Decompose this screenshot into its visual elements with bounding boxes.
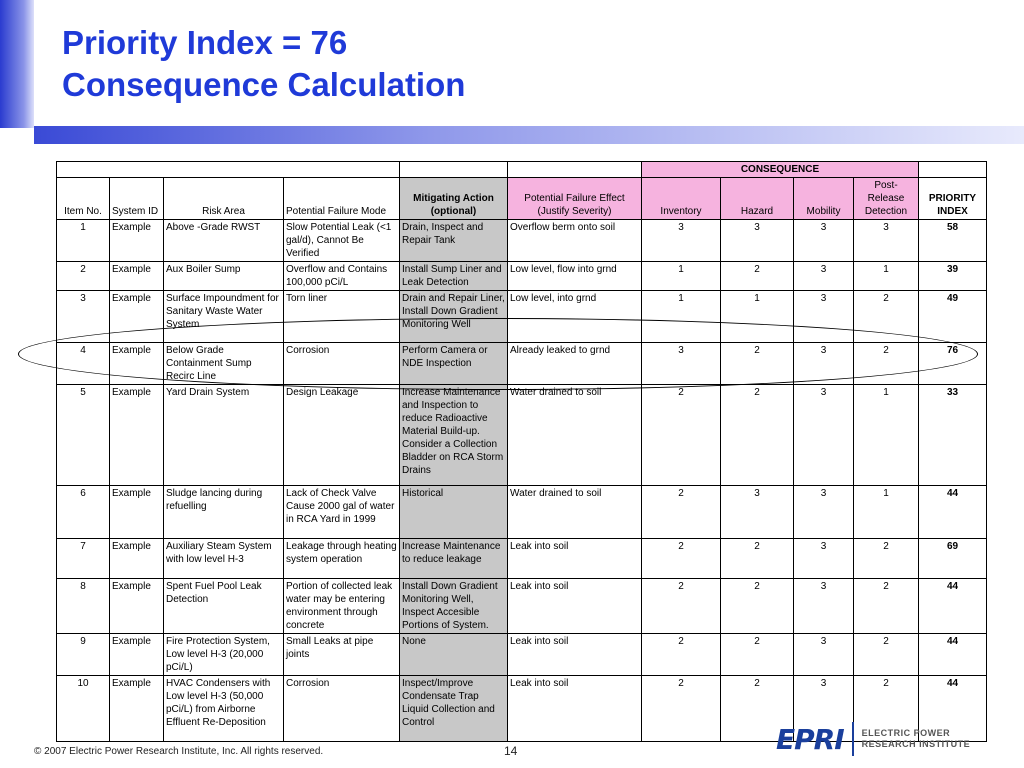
cell-priority-index: 69 <box>919 539 987 579</box>
cell-system-id: Example <box>110 486 164 539</box>
cell-inventory: 3 <box>642 220 721 262</box>
cell-inventory: 1 <box>642 291 721 343</box>
cell-system-id: Example <box>110 291 164 343</box>
cell-hazard: 2 <box>721 634 794 676</box>
cell-priority-index: 44 <box>919 634 987 676</box>
logo-text-line-1: ELECTRIC POWER <box>861 728 951 738</box>
cell-mobility: 3 <box>794 634 854 676</box>
cell-inventory: 2 <box>642 539 721 579</box>
cell-inventory: 1 <box>642 262 721 291</box>
cell-failure-effect: Leak into soil <box>508 579 642 634</box>
header-failure-effect: Potential Failure Effect (Justify Severity) <box>508 178 642 220</box>
cell-inventory: 2 <box>642 579 721 634</box>
consequence-table-wrap <box>56 161 987 742</box>
cell-post-release: 2 <box>854 634 919 676</box>
cell-mobility: 3 <box>794 262 854 291</box>
cell-failure-effect: Leak into soil <box>508 539 642 579</box>
cell-failure-mode: Torn liner <box>284 291 400 343</box>
cell-risk-area: HVAC Condensers with Low level H-3 (50,000 pCi/L) from Airborne Effluent Re-Deposition <box>164 676 284 742</box>
page-number: 14 <box>504 744 518 758</box>
slide-title <box>62 22 465 106</box>
cell-failure-effect: Water drained to soil <box>508 385 642 486</box>
cell-system-id: Example <box>110 539 164 579</box>
cell-mitigating-action: Inspect/Improve Condensate Trap Liquid Collection and Control <box>400 676 508 742</box>
cell-inventory: 3 <box>642 343 721 385</box>
title-gradient-rule <box>34 126 1024 144</box>
header-item-no: Item No. <box>57 178 110 220</box>
table-row <box>57 634 987 676</box>
cell-risk-area: Auxiliary Steam System with low level H-3 <box>164 539 284 579</box>
cell-mobility: 3 <box>794 676 854 742</box>
cell-post-release: 2 <box>854 343 919 385</box>
cell-hazard: 2 <box>721 262 794 291</box>
copyright-text: © 2007 Electric Power Research Institute, Inc. All rights reserved. <box>34 746 324 757</box>
epri-logo-mark: EPRI <box>776 722 844 756</box>
cell-item-no: 7 <box>57 539 110 579</box>
cell-mitigating-action: Historical <box>400 486 508 539</box>
cell-priority-index: 58 <box>919 220 987 262</box>
cell-priority-index: 44 <box>919 486 987 539</box>
cell-risk-area: Yard Drain System <box>164 385 284 486</box>
cell-post-release: 2 <box>854 676 919 742</box>
cell-failure-mode: Portion of collected leak water may be entering environment through concrete <box>284 579 400 634</box>
table-row <box>57 262 987 291</box>
cell-failure-effect: Water drained to soil <box>508 486 642 539</box>
cell-failure-effect: Low level, flow into grnd <box>508 262 642 291</box>
cell-mobility: 3 <box>794 539 854 579</box>
cell-risk-area: Fire Protection System, Low level H-3 (20,000 pCi/L) <box>164 634 284 676</box>
cell-item-no: 8 <box>57 579 110 634</box>
header-hazard: Hazard <box>721 178 794 220</box>
header-post-release: Post-Release Detection <box>854 178 919 220</box>
cell-system-id: Example <box>110 676 164 742</box>
cell-system-id: Example <box>110 220 164 262</box>
cell-post-release: 3 <box>854 220 919 262</box>
cell-post-release: 1 <box>854 385 919 486</box>
cell-hazard: 2 <box>721 676 794 742</box>
cell-failure-effect: Already leaked to grnd <box>508 343 642 385</box>
cell-post-release: 2 <box>854 539 919 579</box>
cell-system-id: Example <box>110 343 164 385</box>
table-row <box>57 579 987 634</box>
epri-logo <box>776 722 970 756</box>
cell-failure-effect: Low level, into grnd <box>508 291 642 343</box>
cell-mobility: 3 <box>794 385 854 486</box>
consequence-group-header: CONSEQUENCE <box>642 162 919 178</box>
title-line-2: Consequence Calculation <box>62 66 466 103</box>
cell-inventory: 2 <box>642 385 721 486</box>
header-priority-index: PRIORITY INDEX <box>919 178 987 220</box>
cell-hazard: 3 <box>721 220 794 262</box>
cell-risk-area: Above -Grade RWST <box>164 220 284 262</box>
cell-mobility: 3 <box>794 291 854 343</box>
table-body <box>57 220 987 742</box>
cell-risk-area: Surface Impoundment for Sanitary Waste Water System <box>164 291 284 343</box>
header-risk-area: Risk Area <box>164 178 284 220</box>
cell-mobility: 3 <box>794 343 854 385</box>
cell-inventory: 2 <box>642 486 721 539</box>
cell-failure-effect: Leak into soil <box>508 634 642 676</box>
cell-item-no: 1 <box>57 220 110 262</box>
cell-inventory: 2 <box>642 634 721 676</box>
table-row <box>57 291 987 343</box>
cell-hazard: 2 <box>721 385 794 486</box>
cell-system-id: Example <box>110 262 164 291</box>
cell-post-release: 1 <box>854 262 919 291</box>
cell-item-no: 9 <box>57 634 110 676</box>
cell-failure-mode: Corrosion <box>284 343 400 385</box>
cell-priority-index: 49 <box>919 291 987 343</box>
cell-failure-mode: Overflow and Contains 100,000 pCi/L <box>284 262 400 291</box>
cell-mitigating-action: Perform Camera or NDE Inspection <box>400 343 508 385</box>
header-mitigating-action: Mitigating Action (optional) <box>400 178 508 220</box>
cell-mitigating-action: Increase Maintenance and Inspection to reduce Radioactive Material Build-up. Consider a Collection Bladder on RCA Storm Drains <box>400 385 508 486</box>
cell-hazard: 2 <box>721 579 794 634</box>
cell-item-no: 2 <box>57 262 110 291</box>
cell-hazard: 2 <box>721 343 794 385</box>
epri-logo-text <box>862 728 971 750</box>
cell-priority-index: 76 <box>919 343 987 385</box>
cell-failure-mode: Design Leakage <box>284 385 400 486</box>
cell-system-id: Example <box>110 634 164 676</box>
column-header-row <box>57 178 987 220</box>
cell-post-release: 1 <box>854 486 919 539</box>
left-accent-bar <box>0 0 34 128</box>
cell-mitigating-action: Drain, Inspect and Repair Tank <box>400 220 508 262</box>
title-line-1: Priority Index = 76 <box>62 24 348 61</box>
cell-failure-mode: Leakage through heating system operation <box>284 539 400 579</box>
table-row <box>57 486 987 539</box>
cell-failure-effect: Overflow berm onto soil <box>508 220 642 262</box>
cell-mitigating-action: Drain and Repair Liner, Install Down Gradient Monitoring Well <box>400 291 508 343</box>
cell-risk-area: Sludge lancing during refuelling <box>164 486 284 539</box>
cell-mitigating-action: Increase Maintenance to reduce leakage <box>400 539 508 579</box>
group-header-row <box>57 162 987 178</box>
header-system-id: System ID <box>110 178 164 220</box>
cell-post-release: 2 <box>854 291 919 343</box>
cell-risk-area: Aux Boiler Sump <box>164 262 284 291</box>
cell-risk-area: Below Grade Containment Sump Recirc Line <box>164 343 284 385</box>
cell-mobility: 3 <box>794 579 854 634</box>
cell-system-id: Example <box>110 579 164 634</box>
cell-inventory: 2 <box>642 676 721 742</box>
cell-failure-mode: Slow Potential Leak (<1 gal/d), Cannot Be Verified <box>284 220 400 262</box>
logo-divider <box>852 722 854 756</box>
cell-failure-effect: Leak into soil <box>508 676 642 742</box>
table-row <box>57 539 987 579</box>
cell-failure-mode: Corrosion <box>284 676 400 742</box>
table-row <box>57 343 987 385</box>
logo-text-line-2: RESEARCH INSTITUTE <box>861 739 971 749</box>
header-inventory: Inventory <box>642 178 721 220</box>
cell-mitigating-action: Install Down Gradient Monitoring Well, Inspect Accesible Portions of System. <box>400 579 508 634</box>
cell-mitigating-action: Install Sump Liner and Leak Detection <box>400 262 508 291</box>
cell-hazard: 1 <box>721 291 794 343</box>
header-failure-mode: Potential Failure Mode <box>284 178 400 220</box>
consequence-table <box>56 161 987 742</box>
cell-mobility: 3 <box>794 220 854 262</box>
cell-item-no: 10 <box>57 676 110 742</box>
cell-item-no: 4 <box>57 343 110 385</box>
cell-item-no: 5 <box>57 385 110 486</box>
cell-priority-index: 33 <box>919 385 987 486</box>
cell-hazard: 2 <box>721 539 794 579</box>
cell-priority-index: 44 <box>919 676 987 742</box>
cell-system-id: Example <box>110 385 164 486</box>
cell-priority-index: 39 <box>919 262 987 291</box>
cell-hazard: 3 <box>721 486 794 539</box>
cell-item-no: 3 <box>57 291 110 343</box>
header-mobility: Mobility <box>794 178 854 220</box>
cell-item-no: 6 <box>57 486 110 539</box>
table-row <box>57 385 987 486</box>
cell-mitigating-action: None <box>400 634 508 676</box>
cell-failure-mode: Small Leaks at pipe joints <box>284 634 400 676</box>
cell-risk-area: Spent Fuel Pool Leak Detection <box>164 579 284 634</box>
cell-failure-mode: Lack of Check Valve Cause 2000 gal of water in RCA Yard in 1999 <box>284 486 400 539</box>
cell-mobility: 3 <box>794 486 854 539</box>
cell-post-release: 2 <box>854 579 919 634</box>
cell-priority-index: 44 <box>919 579 987 634</box>
table-row <box>57 220 987 262</box>
